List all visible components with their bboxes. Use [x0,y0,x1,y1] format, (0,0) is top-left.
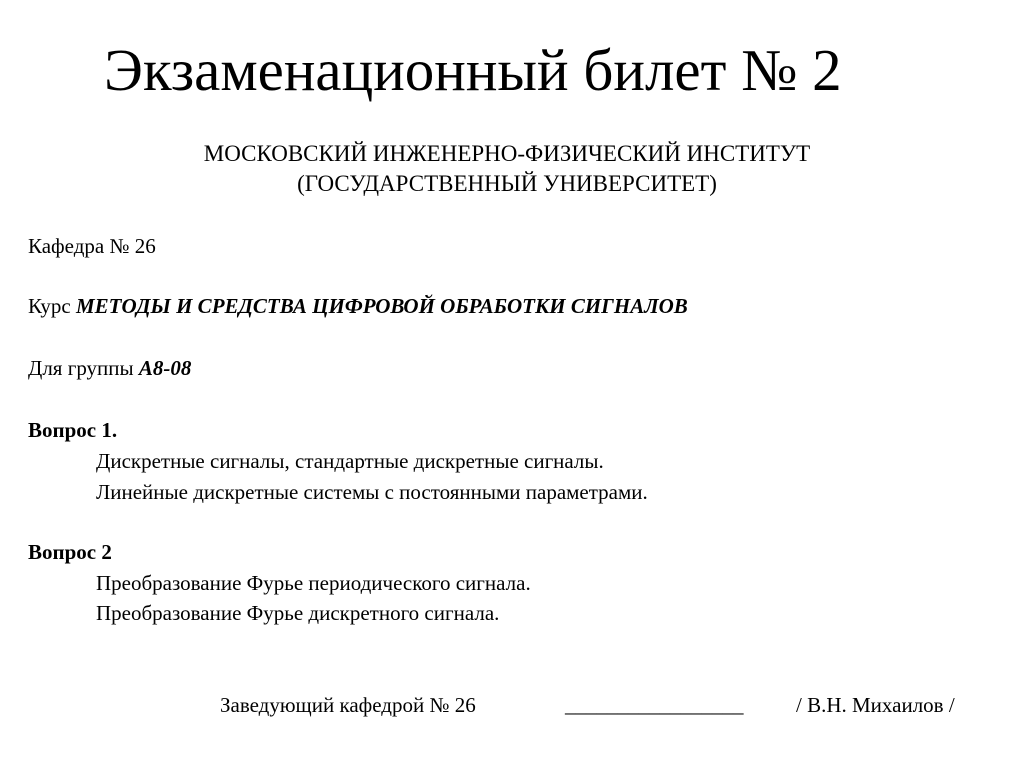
head-of-department-label: Заведующий кафедрой № 26 [220,693,476,717]
signature-blank: _________________ [565,693,744,717]
group-line [28,355,191,381]
ticket-title: Экзаменационный билет № 2 [104,37,842,103]
head-of-department-name: / В.Н. Михаилов / [796,693,955,717]
institute-name: МОСКОВСКИЙ ИНЖЕНЕРНО-ФИЗИЧЕСКИЙ ИНСТИТУТ [203,141,811,166]
question-1-heading: Вопрос 1. [28,418,118,442]
question-1-line-1: Дискретные сигналы, стандартные дискретные сигналы. [96,449,604,473]
question-2-line-1: Преобразование Фурье периодического сигнала. [96,571,531,595]
group-name: А8-08 [138,356,192,380]
question-2-heading: Вопрос 2 [28,540,112,564]
course-label: Курс [28,294,71,318]
course-name: МЕТОДЫ И СРЕДСТВА ЦИФРОВОЙ ОБРАБОТКИ СИГНАЛОВ [76,294,688,318]
department-line: Кафедра № 26 [28,234,156,258]
course-line [28,293,688,319]
institute-status: (ГОСУДАРСТВЕННЫЙ УНИВЕРСИТЕТ) [297,171,717,196]
question-1-line-2: Линейные дискретные системы с постоянными параметрами. [96,480,648,504]
group-label: Для группы [28,356,134,380]
question-2-line-2: Преобразование Фурье дискретного сигнала. [96,601,500,625]
